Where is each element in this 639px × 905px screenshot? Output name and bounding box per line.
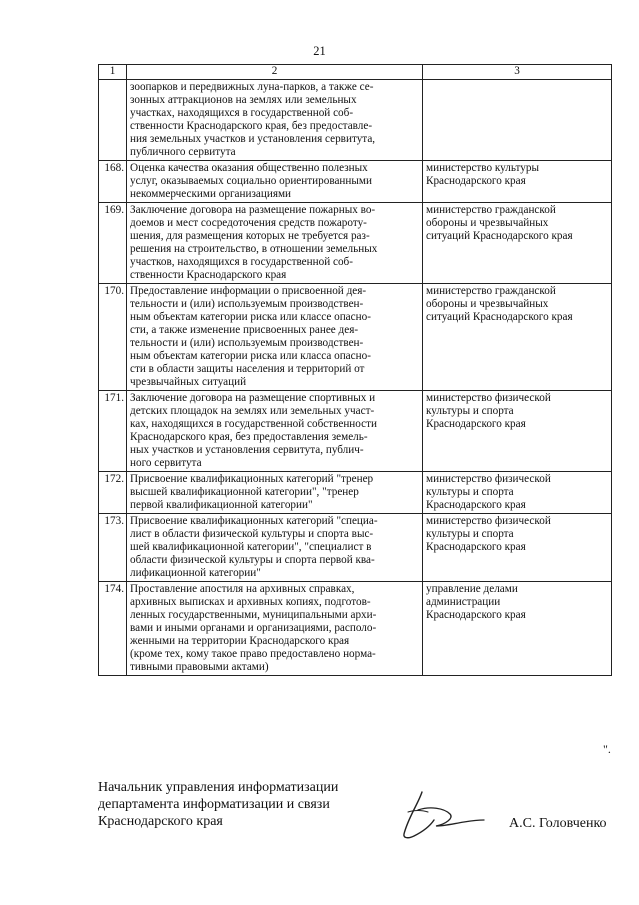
table-row — [99, 391, 612, 472]
service-description: Присвоение квалификационных категорий "тренер высшей квалификационной категории", "тренер первой квалификационной категории" — [127, 472, 423, 514]
row-number: 171. — [99, 391, 127, 472]
service-description: Проставление апостиля на архивных справках, архивных выписках и архивных копиях, подготов- ленных государственными, муниципальными архи- вами и иными органами и организациями, располо- женными на территории Краснодарского края (кроме тех, кому такое право предоставлено норма- тивными правовыми актами) — [127, 582, 423, 676]
closing-quote: ". — [603, 742, 611, 756]
header-col-2: 2 — [127, 65, 423, 80]
responsible-body: министерство гражданской обороны и чрезвычайных ситуаций Краснодарского края — [423, 284, 612, 391]
row-number: 172. — [99, 472, 127, 514]
responsible-body: министерство культуры Краснодарского края — [423, 161, 612, 203]
page-number: 21 — [313, 44, 326, 58]
signatory-name: А.С. Головченко — [509, 816, 607, 831]
table-header-row — [99, 65, 612, 80]
row-number: 174. — [99, 582, 127, 676]
table-row — [99, 514, 612, 582]
service-description: Заключение договора на размещение спортивных и детских площадок на землях или земельных участ- ках, находящихся в государственной собственности Краснодарского края, без предоставления земель- ных участков и установления сервитута, публич- ного сервитута — [127, 391, 423, 472]
responsible-body: министерство гражданской обороны и чрезвычайных ситуаций Краснодарского края — [423, 203, 612, 284]
responsible-body: министерство физической культуры и спорта Краснодарского края — [423, 391, 612, 472]
row-number: 168. — [99, 161, 127, 203]
responsible-body: министерство физической культуры и спорта Краснодарского края — [423, 472, 612, 514]
table-row — [99, 161, 612, 203]
handwritten-signature — [378, 790, 488, 842]
responsible-body: министерство физической культуры и спорта Краснодарского края — [423, 514, 612, 582]
table-row — [99, 203, 612, 284]
row-number: 169. — [99, 203, 127, 284]
service-description: Предоставление информации о присвоенной дея- тельности и (или) используемым производствен- ным объектам категории риска или классе опасно- сти, а также изменение присвоенных ранее дея- тельности и (или) используемым производствен- ным объектам категории риска или класса опасно- сти в области защиты населения и территорий от чрезвычайных ситуаций — [127, 284, 423, 391]
services-table — [98, 64, 612, 676]
header-col-3: 3 — [423, 65, 612, 80]
table-row — [99, 582, 612, 676]
table-row — [99, 284, 612, 391]
service-description: Оценка качества оказания общественно полезных услуг, оказываемых социально ориентированными некоммерческими организациями — [127, 161, 423, 203]
table-row — [99, 472, 612, 514]
row-number: 173. — [99, 514, 127, 582]
table-row — [99, 80, 612, 161]
service-description: Заключение договора на размещение пожарных во- доемов и мест сосредоточения средств пожароту- шения, для размещения которых не требуется раз- решения на строительство, в отношении земельных участков, находящихся в государственной соб- ственности Краснодарского края — [127, 203, 423, 284]
header-col-1: 1 — [99, 65, 127, 80]
row-number — [99, 80, 127, 161]
service-description: Присвоение квалификационных категорий "специа- лист в области физической культуры и спорта выс- шей квалификационной категории", "специалист в области физической культуры и спорта первой ква- лификационной категории" — [127, 514, 423, 582]
service-description: зоопарков и передвижных луна-парков, а также се- зонных аттракционов на землях или земельных участках, находящихся в государственной соб- ственности Краснодарского края, без предоставле- ния земельных участков и установления сервитута, публичного сервитута — [127, 80, 423, 161]
row-number: 170. — [99, 284, 127, 391]
signatory-position: Начальник управления информатизации департамента информатизации и связи Краснодарского края — [98, 780, 339, 829]
responsible-body: управление делами администрации Краснодарского края — [423, 582, 612, 676]
responsible-body — [423, 80, 612, 161]
